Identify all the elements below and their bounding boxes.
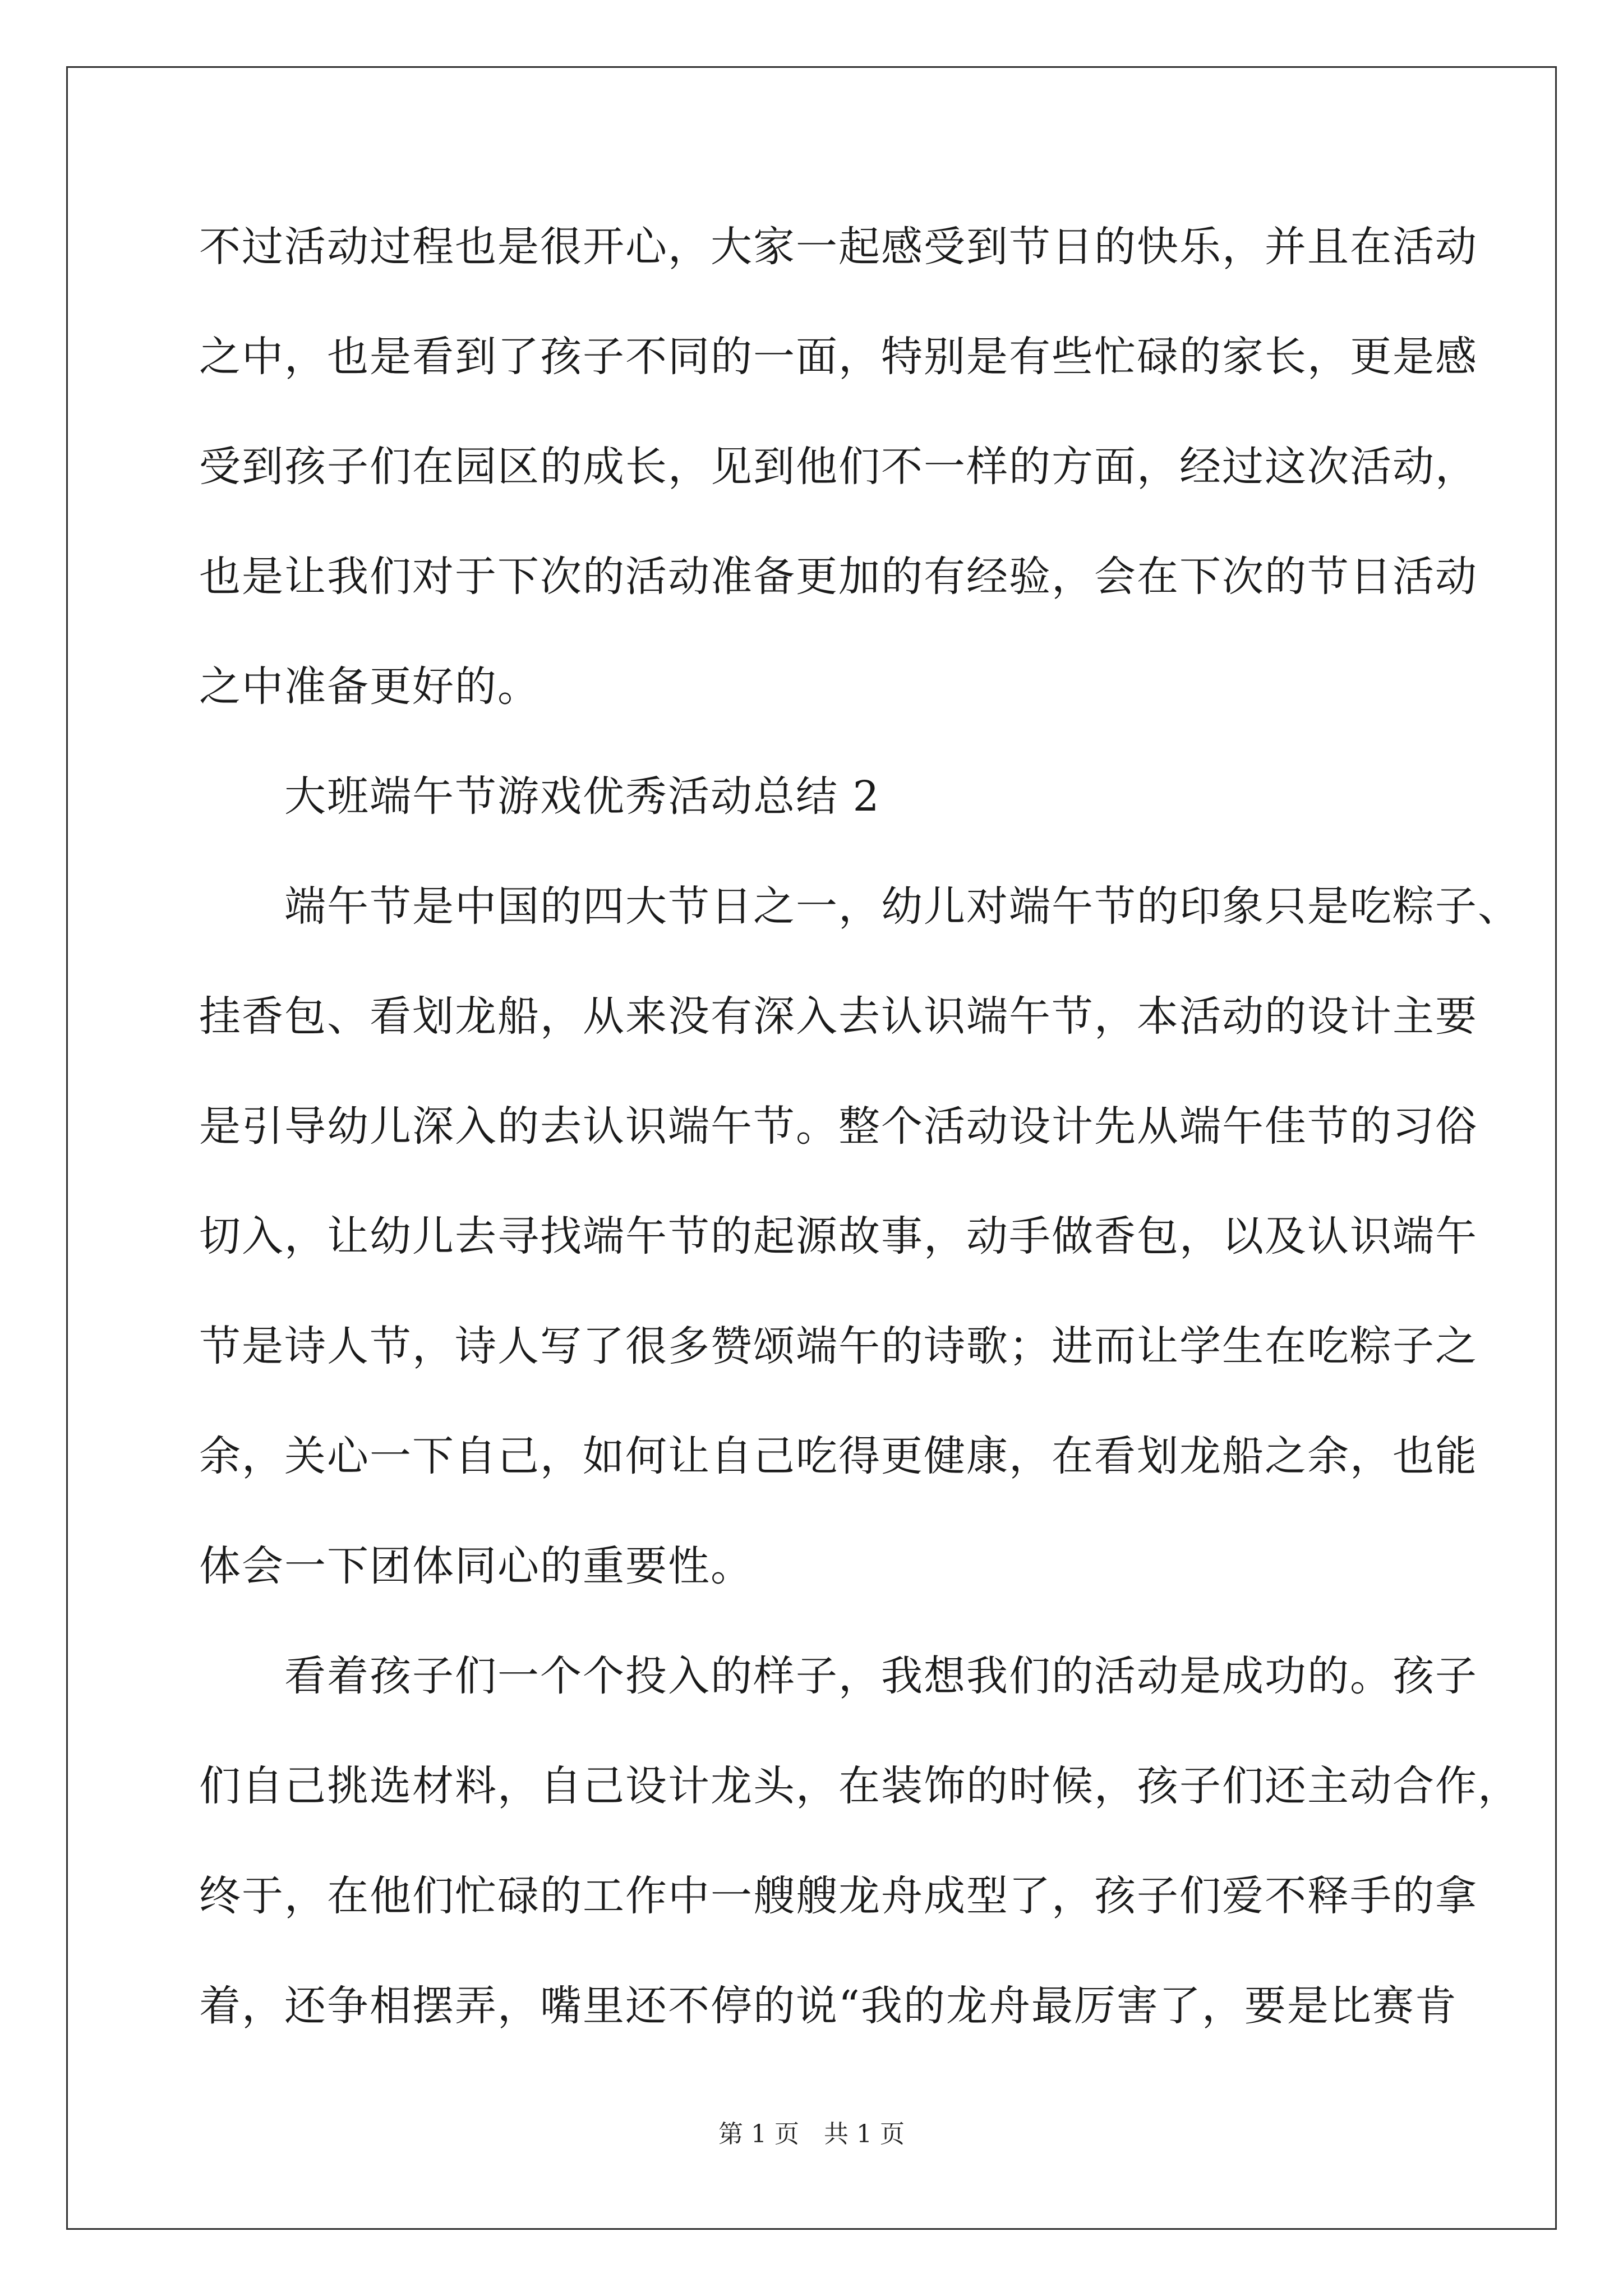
- text-line: 看着孩子们一个个投入的样子，我想我们的活动是成功的。孩子: [199, 1652, 1478, 1700]
- text-line: 是引导幼儿深入的去认识端午节。整个活动设计先从端午佳节的习俗: [199, 1102, 1478, 1151]
- text-line: 端午节是中国的四大节日之一，幼儿对端午节的印象只是吃粽子、: [199, 882, 1520, 931]
- text-line: 余，关心一下自己，如何让自己吃得更健康，在看划龙船之余，也能: [199, 1432, 1478, 1480]
- text-line: 也是让我们对于下次的活动准备更加的有经验，会在下次的节日活动: [199, 553, 1478, 601]
- document-body: [199, 216, 1520, 2085]
- text-line: 之中准备更好的。: [199, 662, 540, 711]
- text-line: 节是诗人节，诗人写了很多赞颂端午的诗歌；进而让学生在吃粽子之: [199, 1322, 1478, 1370]
- text-line: 终于，在他们忙碌的工作中一艘艘龙舟成型了，孩子们爱不释手的拿: [199, 1872, 1478, 1920]
- text-line: 之中，也是看到了孩子不同的一面，特别是有些忙碌的家长，更是感: [199, 333, 1478, 381]
- text-line: 受到孩子们在园区的成长，见到他们不一样的方面，经过这次活动，: [199, 443, 1478, 491]
- text-line: 挂香包、看划龙船，从来没有深入去认识端午节，本活动的设计主要: [199, 992, 1478, 1041]
- page-footer: 第 1 页 共 1 页: [718, 2120, 905, 2148]
- text-line: 不过活动过程也是很开心，大家一起感受到节日的快乐，并且在活动: [199, 223, 1478, 271]
- section-heading: 大班端午节游戏优秀活动总结 2: [199, 772, 880, 821]
- text-line: 切入，让幼儿去寻找端午节的起源故事，动手做香包，以及认识端午: [199, 1212, 1478, 1260]
- text-line: 着，还争相摆弄，嘴里还不停的说“我的龙舟最厉害了，要是比赛肯: [199, 1982, 1458, 2030]
- text-line: 体会一下团体同心的重要性。: [199, 1542, 753, 1590]
- text-line: 们自己挑选材料，自己设计龙头，在装饰的时候，孩子们还主动合作，: [199, 1762, 1520, 1810]
